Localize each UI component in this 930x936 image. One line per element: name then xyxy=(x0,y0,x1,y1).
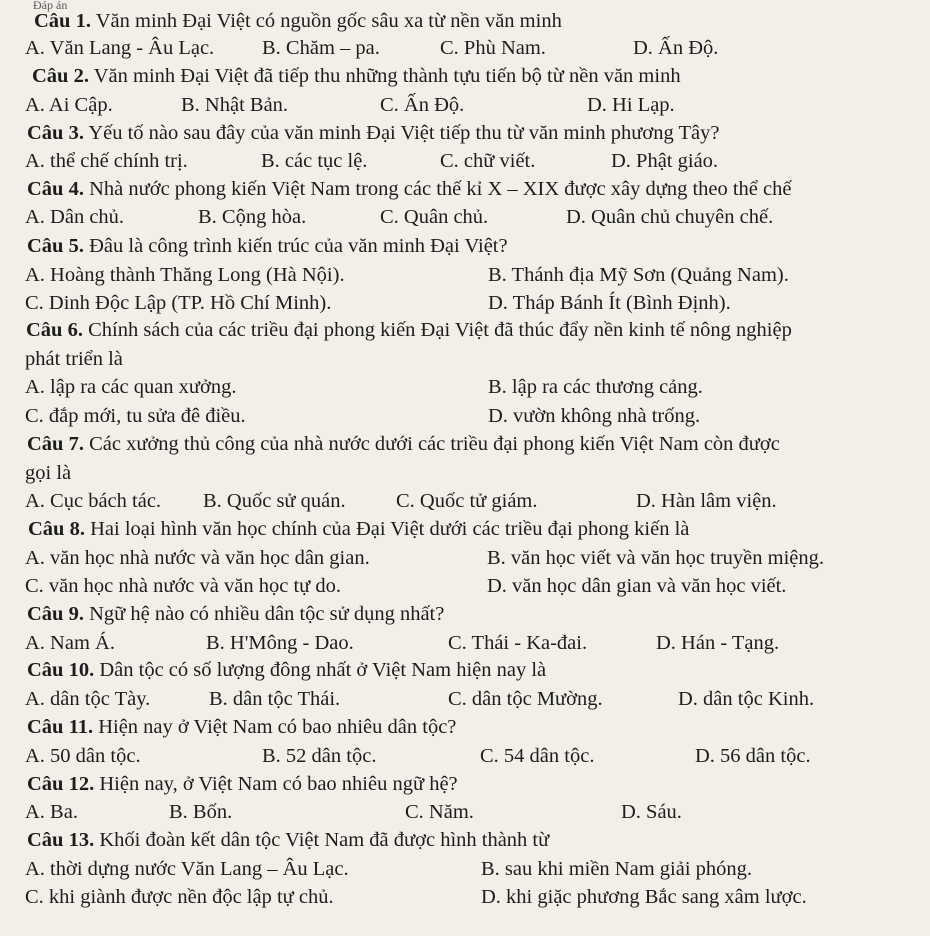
text-line xyxy=(0,799,930,825)
text-line xyxy=(0,176,930,202)
question-text xyxy=(27,176,791,202)
text-line xyxy=(0,148,930,174)
line-text: A. Hoàng thành Thăng Long (Hà Nội). xyxy=(25,264,345,286)
line-text: D. 56 dân tộc. xyxy=(695,745,811,767)
line-text: D. Phật giáo. xyxy=(611,150,719,172)
answer-option xyxy=(25,290,331,316)
line-text: Khối đoàn kết dân tộc Việt Nam đã được hình thành từ xyxy=(94,829,550,851)
line-text: B. văn học viết và văn học truyền miệng. xyxy=(487,547,825,569)
line-text: C. 54 dân tộc. xyxy=(480,745,595,767)
text-line xyxy=(0,374,930,400)
answer-option xyxy=(25,204,124,230)
question-text xyxy=(34,8,562,34)
question-number: Câu 3. xyxy=(27,122,84,144)
text-line xyxy=(0,771,930,797)
text-line xyxy=(0,573,930,599)
answer-option xyxy=(633,35,718,61)
answer-option xyxy=(25,346,123,372)
text-line xyxy=(0,63,930,89)
answer-option xyxy=(656,630,779,656)
text-line xyxy=(0,431,930,457)
text-line xyxy=(0,856,930,882)
answer-option xyxy=(25,884,334,910)
answer-option xyxy=(611,148,718,174)
line-text: D. Hi Lạp. xyxy=(587,94,675,116)
answer-option xyxy=(25,460,71,486)
answer-option xyxy=(448,630,587,656)
text-line xyxy=(0,317,930,343)
text-line xyxy=(0,233,930,259)
answer-option xyxy=(25,374,237,400)
line-text: B. Quốc sử quán. xyxy=(203,490,346,512)
question-text xyxy=(27,233,508,259)
line-text: B. H'Mông - Dao. xyxy=(206,632,354,654)
line-text: A. Văn Lang - Âu Lạc. xyxy=(25,37,215,59)
line-text: B. Cộng hòa. xyxy=(198,206,307,228)
line-text: B. dân tộc Thái. xyxy=(209,688,341,710)
header-label: Đáp án xyxy=(33,0,68,12)
text-line xyxy=(0,488,930,514)
question-text xyxy=(27,714,456,740)
answer-option xyxy=(488,262,789,288)
text-line xyxy=(0,346,930,372)
question-number: Câu 10. xyxy=(27,659,95,681)
answer-option xyxy=(380,204,488,230)
answer-option xyxy=(262,35,380,61)
text-line xyxy=(0,827,930,853)
line-text: B. lập ra các thương cảng. xyxy=(488,376,703,398)
answer-option xyxy=(181,92,288,118)
answer-option xyxy=(25,148,188,174)
question-number: Câu 5. xyxy=(27,235,84,257)
line-text: Nhà nước phong kiến Việt Nam trong các thế kỉ X – XIX được xây dựng theo thể chế xyxy=(83,178,792,200)
text-line xyxy=(0,290,930,316)
line-text: D. khi giặc phương Bắc sang xâm lược. xyxy=(481,886,807,908)
answer-option xyxy=(566,204,773,230)
line-text: B. sau khi miền Nam giải phóng. xyxy=(481,858,753,880)
answer-option xyxy=(25,686,150,712)
line-text: D. Hàn lâm viện. xyxy=(636,490,777,512)
line-text: C. Thái - Ka-đai. xyxy=(448,632,588,654)
answer-option xyxy=(678,686,814,712)
answer-option xyxy=(488,290,731,316)
line-text: Văn minh Đại Việt đã tiếp thu những thành tựu tiến bộ từ nền văn minh xyxy=(88,65,681,87)
answer-option xyxy=(25,856,349,882)
line-text: D. Hán - Tạng. xyxy=(656,632,780,654)
question-text xyxy=(26,317,792,343)
line-text: B. Nhật Bản. xyxy=(181,94,289,116)
question-number: Câu 4. xyxy=(27,178,84,200)
answer-option xyxy=(25,92,113,118)
line-text: Chính sách của các triều đại phong kiến Đại Việt đã thúc đẩy nền kinh tế nông nghiệp xyxy=(82,319,792,341)
answer-option xyxy=(487,573,786,599)
text-line xyxy=(0,8,930,34)
answer-option xyxy=(25,35,214,61)
answer-option xyxy=(440,35,546,61)
line-text: D. Ấn Độ. xyxy=(633,37,719,59)
line-text: Các xưởng thủ công của nhà nước dưới các triều đại phong kiến Việt Nam còn được xyxy=(83,433,780,455)
answer-option xyxy=(25,545,370,571)
answer-option xyxy=(488,403,700,429)
text-line xyxy=(0,403,930,429)
answer-option xyxy=(481,884,807,910)
line-text: C. Năm. xyxy=(405,801,474,823)
line-text: Yếu tố nào sau đây của văn minh Đại Việt tiếp thu từ văn minh phương Tây? xyxy=(83,122,720,144)
line-text: C. chữ viết. xyxy=(440,150,536,172)
question-number: Câu 2. xyxy=(32,65,89,87)
question-number: Câu 7. xyxy=(27,433,84,455)
answer-option xyxy=(448,686,603,712)
line-text: C. Phù Nam. xyxy=(440,37,546,59)
line-text: C. Quân chủ. xyxy=(380,206,489,228)
question-number: Câu 12. xyxy=(27,773,95,795)
answer-option xyxy=(636,488,777,514)
line-text: A. văn học nhà nước và văn học dân gian. xyxy=(25,547,370,569)
line-text: C. Quốc tử giám. xyxy=(396,490,538,512)
line-text: B. Bốn. xyxy=(169,801,233,823)
answer-option xyxy=(481,856,752,882)
line-text: C. Ấn Độ. xyxy=(380,94,465,116)
line-text: Văn minh Đại Việt có nguồn gốc sâu xa từ nền văn minh xyxy=(90,10,562,32)
text-line xyxy=(0,92,930,118)
line-text: C. Dinh Độc Lập (TP. Hồ Chí Minh). xyxy=(25,292,332,314)
text-line xyxy=(0,545,930,571)
question-number: Câu 1. xyxy=(34,10,91,32)
answer-option xyxy=(25,403,246,429)
text-line xyxy=(0,601,930,627)
question-text xyxy=(27,771,458,797)
line-text: D. Sáu. xyxy=(621,801,682,823)
question-number: Câu 13. xyxy=(27,829,95,851)
answer-option xyxy=(487,545,824,571)
question-text xyxy=(27,601,444,627)
question-number: Câu 9. xyxy=(27,603,84,625)
text-line xyxy=(0,120,930,146)
line-text: A. thời dựng nước Văn Lang – Âu Lạc. xyxy=(25,858,349,880)
answer-option xyxy=(480,743,594,769)
answer-option xyxy=(440,148,535,174)
answer-option xyxy=(396,488,538,514)
line-text: A. Ba. xyxy=(25,801,78,823)
line-text: A. dân tộc Tày. xyxy=(25,688,151,710)
question-text xyxy=(32,63,681,89)
text-line xyxy=(0,35,930,61)
question-number: Câu 11. xyxy=(27,716,94,738)
line-text: gọi là xyxy=(25,462,72,484)
line-text: Ngữ hệ nào có nhiều dân tộc sử dụng nhất? xyxy=(83,603,445,625)
answer-option xyxy=(261,148,367,174)
text-line xyxy=(0,516,930,542)
answer-option xyxy=(621,799,682,825)
text-line xyxy=(0,204,930,230)
line-text: Dân tộc có số lượng đông nhất ở Việt Nam hiện nay là xyxy=(94,659,547,681)
question-text xyxy=(27,827,549,853)
text-line xyxy=(0,714,930,740)
question-number: Câu 8. xyxy=(28,518,85,540)
text-line xyxy=(0,743,930,769)
answer-option xyxy=(25,262,345,288)
answer-option xyxy=(587,92,675,118)
question-text xyxy=(27,431,780,457)
line-text: B. các tục lệ. xyxy=(261,150,368,172)
line-text: C. đắp mới, tu sửa đê điều. xyxy=(25,405,246,427)
line-text: D. văn học dân gian và văn học viết. xyxy=(487,575,787,597)
line-text: D. vườn không nhà trống. xyxy=(488,405,701,427)
line-text: Đâu là công trình kiến trúc của văn minh Đại Việt? xyxy=(83,235,508,257)
question-number: Câu 6. xyxy=(26,319,83,341)
line-text: B. 52 dân tộc. xyxy=(262,745,377,767)
answer-option xyxy=(488,374,703,400)
question-text xyxy=(28,516,689,542)
line-text: C. dân tộc Mường. xyxy=(448,688,603,710)
line-text: phát triển là xyxy=(25,348,123,370)
line-text: Hiện nay ở Việt Nam có bao nhiêu dân tộc? xyxy=(93,716,457,738)
answer-option xyxy=(695,743,811,769)
line-text: B. Chăm – pa. xyxy=(262,37,380,59)
line-text: D. Tháp Bánh Ít (Bình Định). xyxy=(488,292,731,314)
line-text: A. Cục bách tác. xyxy=(25,490,162,512)
question-text xyxy=(27,120,719,146)
line-text: Hiện nay, ở Việt Nam có bao nhiêu ngữ hệ? xyxy=(94,773,458,795)
text-line xyxy=(0,460,930,486)
line-text: D. dân tộc Kinh. xyxy=(678,688,815,710)
answer-option xyxy=(380,92,464,118)
answer-option xyxy=(25,630,115,656)
line-text: A. Ai Cập. xyxy=(25,94,113,116)
line-text: A. Nam Á. xyxy=(25,632,115,654)
text-line xyxy=(0,686,930,712)
line-text: Hai loại hình văn học chính của Đại Việt dưới các triều đại phong kiến là xyxy=(84,518,690,540)
question-text xyxy=(27,657,546,683)
answer-option xyxy=(25,743,141,769)
answer-option xyxy=(262,743,376,769)
text-line xyxy=(0,884,930,910)
line-text: A. lập ra các quan xưởng. xyxy=(25,376,237,398)
text-line xyxy=(0,630,930,656)
line-text: A. thể chế chính trị. xyxy=(25,150,188,172)
answer-option xyxy=(25,799,78,825)
answer-option xyxy=(25,488,161,514)
answer-option xyxy=(405,799,474,825)
answer-option xyxy=(203,488,346,514)
line-text: C. văn học nhà nước và văn học tự do. xyxy=(25,575,341,597)
text-line xyxy=(0,262,930,288)
line-text: B. Thánh địa Mỹ Sơn (Quảng Nam). xyxy=(488,264,789,286)
answer-option xyxy=(25,573,341,599)
text-line xyxy=(0,657,930,683)
answer-option xyxy=(206,630,354,656)
answer-option xyxy=(169,799,232,825)
line-text: A. 50 dân tộc. xyxy=(25,745,141,767)
line-text: C. khi giành được nền độc lập tự chủ. xyxy=(25,886,334,908)
answer-option xyxy=(209,686,340,712)
line-text: A. Dân chủ. xyxy=(25,206,125,228)
line-text: D. Quân chủ chuyên chế. xyxy=(566,206,774,228)
answer-option xyxy=(198,204,306,230)
